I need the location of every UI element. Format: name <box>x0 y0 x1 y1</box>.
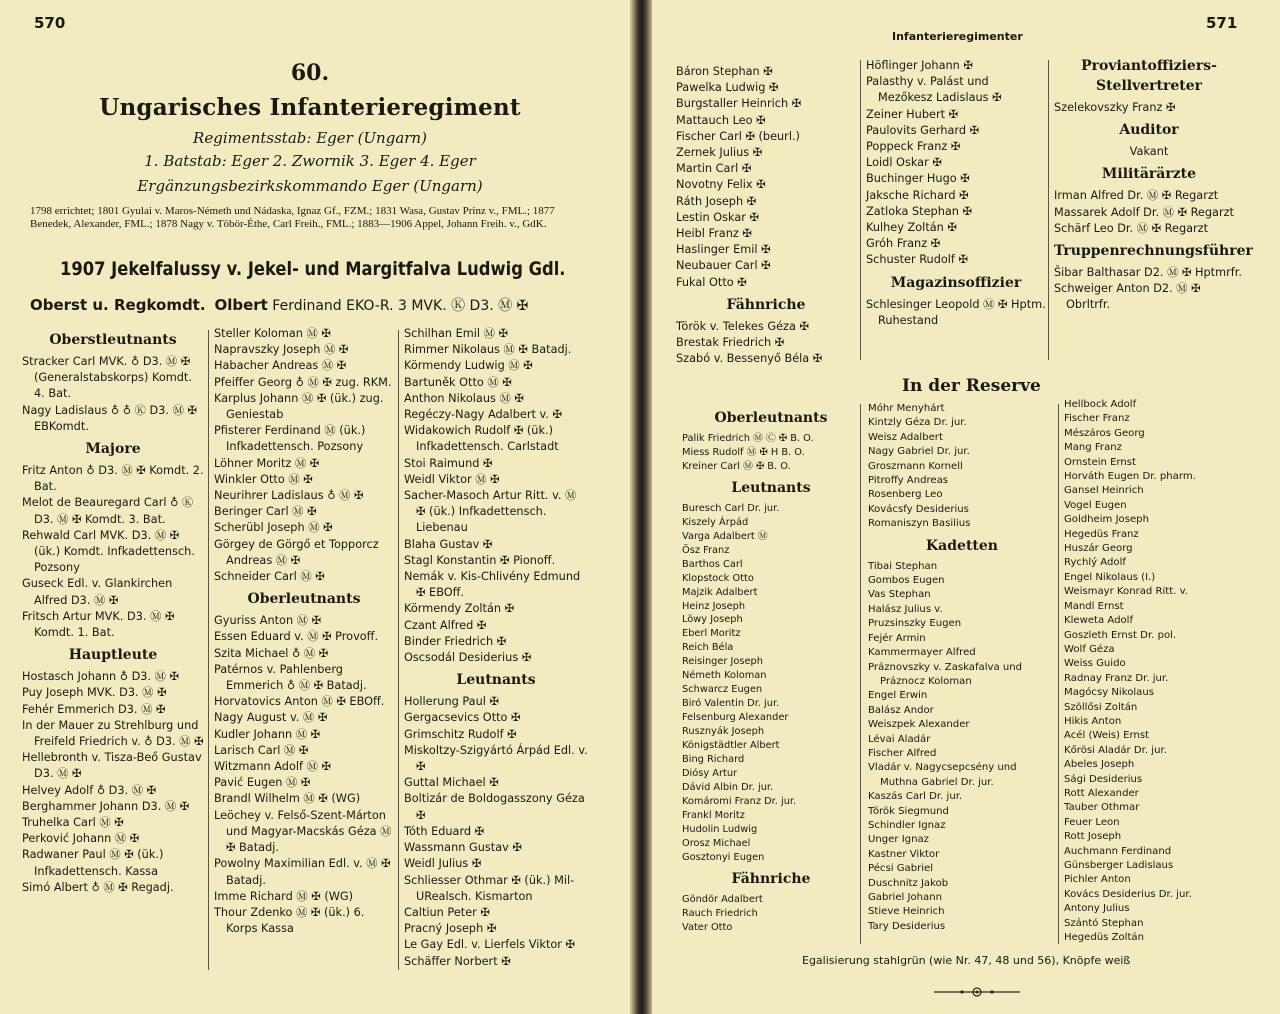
roster-entry: Rott Alexander <box>1064 787 1139 799</box>
roster-entry: Kőrösi Aladár Dr. jur. <box>1064 744 1167 756</box>
in-der-reserve-heading: In der Reserve <box>902 376 1041 396</box>
section-heading: Auditor <box>1119 122 1179 139</box>
roster-entry: Hellebronth v. Tisza-Beő Gustav D3. Ⓜ ✠ <box>22 751 202 781</box>
roster-entry: Grimschitz Rudolf ✠ <box>404 727 517 741</box>
roster-entry: Pracný Joseph ✠ <box>404 922 497 936</box>
roster-entry: Fukal Otto ✠ <box>676 275 747 289</box>
roster-entry: Weisz Adalbert <box>868 431 943 443</box>
page-number: 571 <box>1206 14 1238 32</box>
roster-entry: Vas Stephan <box>868 589 931 601</box>
roster-entry: Königstädtler Albert <box>682 740 780 752</box>
roster-entry: Duschnitz Jakob <box>868 877 949 889</box>
column-rule <box>860 404 861 944</box>
roster-entry: Sacher-Masoch Artur Ritt. v. Ⓜ ✠ (ük.) Infkadettensch. Liebenau <box>404 489 577 535</box>
roster-entry: Paulovits Gerhard ✠ <box>866 123 980 137</box>
roster-entry: Hellbock Adolf <box>1064 399 1137 410</box>
roster-entry: Pawelka Ludwig ✠ <box>676 81 779 95</box>
roster-entry: Habacher Andreas Ⓜ ✠ <box>214 359 347 373</box>
roster-entry: Guttal Michael ✠ <box>404 776 499 790</box>
roster-entry: Guseck Edl. v. Glankirchen Alfred D3. Ⓜ ✠ <box>22 577 173 607</box>
roster-entry: Nagy August v. Ⓜ ✠ <box>214 711 328 725</box>
roster-entry: Pécsi Gabriel <box>868 863 934 875</box>
roster-entry: Neubauer Carl ✠ <box>676 259 771 273</box>
right-page <box>652 0 1280 1014</box>
roster-entry: Zatloka Stephan ✠ <box>866 204 973 218</box>
roster-entry: Schweiger Anton D2. Ⓜ ✠ Obrltrfr. <box>1054 282 1201 312</box>
roster-entry: Blaha Gustav ✠ <box>404 537 493 551</box>
roster-entry: Fritz Anton ♁ D3. Ⓜ ✠ Komdt. 2. Bat. <box>22 464 204 494</box>
roster-entry: Rosenberg Leo <box>868 489 943 501</box>
roster-entry: Hikis Anton <box>1064 715 1122 727</box>
roster-entry: Rauch Friedrich <box>682 907 758 919</box>
roster-entry: Rimmer Nikolaus Ⓜ ✠ Batadj. <box>404 343 572 357</box>
roster-entry: Kintzly Géza Dr. jur. <box>868 417 967 429</box>
roster-entry: Šibar Balthasar D2. Ⓜ ✠ Hptmrfr. <box>1054 266 1242 280</box>
column-reserve-1 <box>682 404 860 935</box>
roster-entry: Heinz Joseph <box>682 600 746 612</box>
roster-entry: Kaszás Carl Dr. jur. <box>868 791 963 803</box>
roster-entry: Pavić Eugen Ⓜ ✠ <box>214 776 311 790</box>
roster-entry: Majzik Adalbert <box>682 586 758 598</box>
roster-entry: Brestak Friedrich ✠ <box>676 336 785 350</box>
roster-entry: Le Gay Edl. v. Lierfels Viktor ✠ <box>404 938 575 952</box>
section-heading: Militärärzte <box>1101 166 1197 183</box>
roster-entry: Löhner Moritz Ⓜ ✠ <box>214 456 320 470</box>
roster-entry: Nagy Gabriel Dr. jur. <box>868 446 970 458</box>
roster-entry: Kulhey Zoltán ✠ <box>866 221 957 235</box>
column-stabsoffiziere <box>22 326 204 896</box>
roster-entry: Mészáros Georg <box>1064 427 1145 439</box>
oberst-details: Ferdinand EKO-R. 3 MVK. Ⓚ D3. Ⓜ ✠ <box>272 298 529 314</box>
roster-entry: Kovács Desiderius Dr. jur. <box>1064 888 1192 900</box>
roster-entry: Rusznyák Joseph <box>682 726 765 738</box>
roster-entry: Engel Erwin <box>868 690 928 702</box>
roster-entry: Larisch Carl Ⓜ ✠ <box>214 743 309 757</box>
roster-entry: Romaniszyn Basilius <box>868 518 971 530</box>
roster-entry: Vater Otto <box>682 921 733 933</box>
roster-entry: Beringer Carl Ⓜ ✠ <box>214 505 317 519</box>
roster-entry: Nagy Ladislaus ♁ ♁ Ⓚ D3. Ⓜ ✠ EBKomdt. <box>22 403 197 433</box>
column-reserve-3 <box>1064 398 1250 945</box>
roster-entry: Pfisterer Ferdinand Ⓜ (ük.) Infkadettensch. Pozsony <box>214 424 366 454</box>
roster-entry: Ösz Franz <box>682 544 730 556</box>
column-rule <box>1058 404 1059 944</box>
section-heading: Fähnriche <box>731 870 811 887</box>
roster-entry: Regéczy-Nagy Adalbert v. ✠ <box>404 408 562 422</box>
section-heading: Hauptleute <box>68 647 158 664</box>
regimentsstab: Regimentsstab: Eger (Ungarn) <box>193 129 427 147</box>
roster-entry: Móhr Menyhárt <box>868 403 945 414</box>
roster-entry: Horvatovics Anton Ⓜ ✠ EBOff. <box>214 695 385 709</box>
roster-entry: Simó Albert ♁ Ⓜ ✠ Regadj. <box>22 880 174 894</box>
roster-entry: Novotny Felix ✠ <box>676 178 766 192</box>
section-heading: Leutnants <box>731 479 811 496</box>
roster-entry: Weiszpek Alexander <box>868 719 970 731</box>
roster-entry: Stagl Konstantin ✠ Pionoff. <box>404 553 556 567</box>
roster-entry: Thour Zdenko Ⓜ ✠ (ük.) 6. Korps Kassa <box>214 905 365 936</box>
column-rule <box>860 60 861 360</box>
roster-entry: Kastner Viktor <box>868 848 940 860</box>
roster-entry: Schwarcz Eugen <box>682 684 763 696</box>
roster-entry: Neurihrer Ladislaus ♁ Ⓜ ✠ <box>214 489 364 503</box>
roster-entry: Buresch Carl Dr. jur. <box>682 502 780 514</box>
roster-entry: Napravszky Joseph Ⓜ ✠ <box>214 343 349 357</box>
roster-entry: Hudolin Ludwig <box>682 823 758 835</box>
roster-entry: Lévai Aladár <box>868 733 931 745</box>
roster-entry: Burgstaller Heinrich ✠ <box>676 97 802 111</box>
roster-entry: Brandl Wilhelm Ⓜ ✠ (WG) <box>214 792 361 806</box>
roster-entry: Barthos Carl <box>682 558 743 570</box>
roster-entry: Szántó Stephan <box>1064 917 1144 929</box>
roster-entry: Scherübl Joseph Ⓜ ✠ <box>214 521 333 535</box>
roster-entry: Ornstein Ernst <box>1064 456 1137 468</box>
roster-entry: Schliesser Othmar ✠ (ük.) Mil-URealsch. Kismarton <box>404 873 575 903</box>
roster-entry: Frankl Moritz <box>682 809 745 821</box>
section-heading: Proviantoffiziers-Stellvertreter <box>1081 58 1217 94</box>
roster-entry: Weismayr Konrad Ritt. v. <box>1064 586 1189 598</box>
roster-entry: Orosz Michael <box>682 837 751 849</box>
roster-entry: Gansel Heinrich <box>1064 485 1144 497</box>
roster-entry: Fischer Alfred <box>868 747 937 759</box>
roster-entry: Horváth Eugen Dr. pharm. <box>1064 471 1196 483</box>
roster-entry: Komáromi Franz Dr. jur. <box>682 795 797 807</box>
inhaber: 1907 Jekelfalussy v. Jekel- und Margitfalva Ludwig Gdl. <box>60 258 566 280</box>
regiment-history: 1798 errichtet; 1801 Gyulai v. Maros-Németh und Nádaska, Ignaz Gf., FZM.; 1831 Wasa, Gustav Prinz v., FML.; 1877 Benedek, Alexander, FML.; 1878 Nagy v. Töbör-Éthe, Carl Freih., FML.; 1883—1906 Appel, Johann Freih. v., GdK. <box>30 205 555 230</box>
roster-entry: Haslinger Emil ✠ <box>676 243 771 257</box>
roster-entry: Pitroffy Andreas <box>868 475 949 487</box>
roster-entry: Berghammer Johann D3. Ⓜ ✠ <box>22 799 190 813</box>
roster-entry: Massarek Adolf Dr. Ⓜ ✠ Regarzt <box>1054 205 1234 219</box>
column-leutnants-cont2 <box>866 58 1046 329</box>
roster-entry: Rott Joseph <box>1064 831 1122 843</box>
roster-entry: Feuer Leon <box>1064 816 1120 828</box>
roster-entry: Steller Koloman Ⓜ ✠ <box>214 327 331 340</box>
roster-entry: Widakowich Rudolf ✠ (ük.) Infkadettensch. Carlstadt <box>404 424 559 454</box>
roster-entry: Báron Stephan ✠ <box>676 65 773 78</box>
roster-entry: Gabriel Johann <box>868 892 943 903</box>
roster-entry: Bing Richard <box>682 754 745 766</box>
roster-entry: Szöllősi Zoltán <box>1064 701 1138 713</box>
roster-entry: Klopstock Otto <box>682 572 754 584</box>
roster-entry: Weidl Julius ✠ <box>404 857 482 871</box>
roster-entry: Zernek Julius ✠ <box>676 146 763 160</box>
roster-entry: Magócsy Nikolaus <box>1064 687 1154 699</box>
roster-entry: Dávid Albin Dr. jur. <box>682 781 774 793</box>
roster-entry: Hollerung Paul ✠ <box>404 695 499 709</box>
section-heading: Magazinsoffizier <box>890 274 1022 291</box>
roster-entry: Rehwald Carl MVK. D3. Ⓜ ✠ (ük.) Komdt. Infkadettensch. Pozsony <box>22 528 195 575</box>
oberst-name: Olbert <box>214 296 268 314</box>
roster-entry: Eberl Moritz <box>682 628 741 640</box>
roster-entry: Török Siegmund <box>868 805 949 817</box>
section-heading: Oberleutnants <box>714 410 828 426</box>
roster-entry: Zeiner Hubert ✠ <box>866 107 959 121</box>
roster-entry: Szita Michael ♁ Ⓜ ✠ <box>214 646 329 660</box>
roster-entry: Loidl Oskar ✠ <box>866 156 942 170</box>
column-sonderstellen <box>1054 52 1253 314</box>
roster-entry: Gombos Eugen <box>868 575 945 587</box>
roster-entry: Pruzsinszky Eugen <box>868 618 962 630</box>
roster-entry: Szelekovszky Franz ✠ <box>1054 101 1176 114</box>
roster-entry: Jaksche Richard ✠ <box>866 188 969 202</box>
roster-entry: Oscsodál Desiderius ✠ <box>404 651 532 665</box>
roster-entry: Körmendy Zoltán ✠ <box>404 602 515 616</box>
roster-entry: Miess Rudolf Ⓜ ✠ H B. O. <box>682 446 805 458</box>
roster-entry: Fischer Franz <box>1064 413 1130 425</box>
roster-entry: Caltiun Peter ✠ <box>404 905 490 919</box>
section-heading: Majore <box>85 441 141 458</box>
roster-entry: Vladár v. Nagycsepcsény und Muthna Gabriel Dr. jur. <box>868 762 1017 788</box>
roster-entry: Vogel Eugen <box>1064 499 1127 511</box>
roster-entry: Balász Andor <box>868 704 934 716</box>
roster-entry: Boltizár de Boldogasszony Géza ✠ <box>404 792 585 822</box>
section-heading: Truppenrechnungsführer <box>1054 243 1253 260</box>
roster-entry: Sági Desiderius <box>1064 773 1143 785</box>
batstab: 1. Batstab: Eger 2. Zwornik 3. Eger 4. Eger <box>144 152 476 170</box>
roster-entry: Hegedüs Zoltán <box>1064 932 1145 944</box>
roster-entry: Palasthy v. Palást und Mezőkesz Ladislaus ✠ <box>866 75 1002 105</box>
roster-entry: Heibl Franz ✠ <box>676 227 752 241</box>
roster-entry: Karplus Johann Ⓜ ✠ (ük.) zug. Geniestab <box>214 391 384 422</box>
roster-entry: Tibai Stephan <box>868 560 938 572</box>
column-oberleutnants-leutnants <box>404 326 588 970</box>
roster-entry: Lestin Oskar ✠ <box>676 210 759 224</box>
roster-entry: Martin Carl ✠ <box>676 162 752 176</box>
roster-entry: Szabó v. Bessenyő Béla ✠ <box>676 352 823 366</box>
roster-entry: Auchmann Ferdinand <box>1064 845 1172 857</box>
roster-entry: Reisinger Joseph <box>682 656 763 668</box>
roster-entry: Günsberger Ladislaus <box>1064 860 1174 871</box>
roster-entry: Németh Koloman <box>682 670 767 682</box>
roster-entry: Gergacsevics Otto ✠ <box>404 711 521 725</box>
roster-entry: Schilhan Emil Ⓜ ✠ <box>404 327 509 340</box>
roster-entry: Fischer Carl ✠ (beurl.) <box>676 129 800 143</box>
roster-entry: Halász Julius v. <box>868 603 943 615</box>
roster-entry: Radwaner Paul Ⓜ ✠ (ük.) Infkadettensch. Kassa <box>22 848 164 878</box>
roster-entry: Mattauch Leo ✠ <box>676 113 766 127</box>
roster-entry: Fritsch Artur MVK. D3. Ⓜ ✠ Komdt. 1. Bat. <box>22 609 175 640</box>
roster-entry: Acél (Weis) Ernst <box>1064 730 1150 742</box>
roster-entry: Weiss Guido <box>1064 658 1126 670</box>
roster-entry: Pichler Anton <box>1064 874 1131 886</box>
roster-entry: Buchinger Hugo ✠ <box>866 172 970 186</box>
roster-entry: Práznovszky v. Zaskafalva und Práznocz Koloman <box>868 661 1023 687</box>
roster-entry: Radnay Franz Dr. jur. <box>1064 672 1169 684</box>
roster-entry: Kreiner Carl Ⓜ ✠ B. O. <box>682 460 791 472</box>
roster-entry: Abeles Joseph <box>1064 759 1135 771</box>
roster-entry: Powolny Maximilian Edl. v. Ⓜ ✠ Batadj. <box>214 857 391 887</box>
roster-entry: Stracker Carl MVK. ♁ D3. Ⓜ ✠ (Generalstabskorps) Komdt. 4. Bat. <box>22 355 192 401</box>
column-rule <box>398 330 399 970</box>
roster-entry: Anthon Nikolaus Ⓜ ✠ <box>404 391 524 405</box>
roster-entry: Patérnos v. Pahlenberg Emmerich ♁ Ⓜ ✠ Batadj. <box>214 662 367 693</box>
roster-entry: Helvey Adolf ♁ D3. Ⓜ ✠ <box>22 783 157 797</box>
oberst-label: Oberst u. Regkomdt. <box>30 296 206 314</box>
roster-entry: Nemák v. Kis-Chlivény Edmund ✠ EBOff. <box>404 570 581 600</box>
roster-entry: Goszleth Ernst Dr. pol. <box>1064 629 1177 641</box>
roster-entry: Rychlý Adolf <box>1064 557 1126 569</box>
roster-entry: Miskoltzy-Szigyártó Árpád Edl. v. ✠ <box>404 743 588 774</box>
roster-entry: Czant Alfred ✠ <box>404 618 487 632</box>
roster-entry: Kammermayer Alfred <box>868 647 976 659</box>
ornament-divider-icon <box>932 986 1022 998</box>
roster-entry: Schärf Leo Dr. Ⓜ ✠ Regarzt <box>1054 221 1209 235</box>
ergaenzungsbezirk: Ergänzungsbezirkskommando Eger (Ungarn) <box>137 177 483 195</box>
roster-entry: Pfeiffer Georg ♁ Ⓜ ✠ zug. RKM. <box>214 375 392 389</box>
roster-entry: Tary Desiderius <box>868 920 946 932</box>
roster-entry: Huszár Georg <box>1064 543 1133 555</box>
roster-entry: Tauber Othmar <box>1064 802 1140 814</box>
section-heading: Oberstleutnants <box>49 332 177 348</box>
roster-entry: Schlesinger Leopold Ⓜ ✠ Hptm. Ruhestand <box>866 297 1046 327</box>
egalisierung-note: Egalisierung stahlgrün (wie Nr. 47, 48 und 56), Knöpfe weiß <box>802 954 1131 967</box>
roster-entry: Groszmann Kornell <box>868 460 963 472</box>
roster-entry: Fehér Emmerich D3. Ⓜ ✠ <box>22 702 166 716</box>
section-heading: Kadetten <box>926 537 998 554</box>
regiment-number: 60. <box>290 60 330 86</box>
roster-entry: Kleweta Adolf <box>1064 615 1134 627</box>
roster-entry: Leöchey v. Felső-Szent-Márton und Magyar-Macskás Géza Ⓜ ✠ Batadj. <box>214 808 392 855</box>
roster-entry: Diósy Artur <box>682 767 738 779</box>
roster-entry: In der Mauer zu Strehlburg und Freifeld Friedrich v. ♁ D3. Ⓜ ✠ <box>22 718 204 749</box>
roster-entry: Stoi Raimund ✠ <box>404 456 493 470</box>
roster-entry: Witzmann Adolf Ⓜ ✠ <box>214 760 331 774</box>
column-leutnants-cont <box>676 64 856 367</box>
roster-entry: Kudler Johann Ⓜ ✠ <box>214 727 321 741</box>
roster-entry: Görgey de Görgő et Topporcz Andreas Ⓜ ✠ <box>214 537 379 567</box>
column-rule <box>1048 60 1049 360</box>
column-reserve-2 <box>868 402 1056 934</box>
roster-entry: Kiszely Árpád <box>682 516 749 528</box>
roster-entry: Wolf Géza <box>1064 643 1115 655</box>
column-rule <box>208 330 209 970</box>
roster-entry: Vakant <box>1129 145 1169 159</box>
roster-entry: Bartuněk Otto Ⓜ ✠ <box>404 375 512 389</box>
roster-entry: Schneider Carl Ⓜ ✠ <box>214 570 325 584</box>
roster-entry: Mandl Ernst <box>1064 600 1124 612</box>
roster-entry: Fejér Armin <box>868 632 926 644</box>
roster-entry: Hegedüs Franz <box>1064 528 1139 540</box>
section-heading: Leutnants <box>456 672 536 689</box>
roster-entry: Török v. Telekes Géza ✠ <box>676 319 809 333</box>
roster-entry: Essen Eduard v. Ⓜ ✠ Provoff. <box>214 630 379 644</box>
section-heading: Oberleutnants <box>247 591 361 608</box>
roster-entry: Weidl Viktor Ⓜ ✠ <box>404 472 500 486</box>
roster-entry: Engel Nikolaus (I.) <box>1064 571 1156 583</box>
roster-entry: Felsenburg Alexander <box>682 712 789 724</box>
section-heading: Fähnriche <box>726 296 806 313</box>
roster-entry: Gróh Franz ✠ <box>866 237 941 251</box>
running-head: Infanterieregimenter <box>892 30 1023 43</box>
roster-entry: Schuster Rudolf ✠ <box>866 253 968 267</box>
roster-entry: Palik Friedrich Ⓜ Ⓒ ✠ B. O. <box>682 433 814 444</box>
roster-entry: Ráth Joseph ✠ <box>676 194 757 208</box>
roster-entry: Antony Julius <box>1064 903 1130 915</box>
roster-entry: Hostasch Johann ♁ D3. Ⓜ ✠ <box>22 670 180 684</box>
book-gutter <box>630 0 654 1014</box>
roster-entry: Mang Franz <box>1064 442 1122 454</box>
roster-entry: Höflinger Johann ✠ <box>866 59 973 72</box>
roster-entry: Irman Alfred Dr. Ⓜ ✠ Regarzt <box>1054 189 1219 203</box>
roster-entry: Schindler Ignaz <box>868 819 946 831</box>
left-page <box>0 0 634 1014</box>
roster-entry: Poppeck Franz ✠ <box>866 140 961 154</box>
roster-entry: Göndör Adalbert <box>682 893 763 905</box>
regiment-title: Ungarisches Infanterieregiment <box>99 94 521 121</box>
roster-entry: Wassmann Gustav ✠ <box>404 841 522 855</box>
roster-entry: Unger Ignaz <box>868 834 929 846</box>
roster-entry: Goldheim Joseph <box>1064 514 1149 526</box>
roster-entry: Stieve Heinrich <box>868 906 945 918</box>
roster-entry: Winkler Otto Ⓜ ✠ <box>214 472 313 486</box>
roster-entry: Varga Adalbert Ⓜ <box>682 530 768 542</box>
roster-entry: Gyuriss Anton Ⓜ ✠ <box>214 614 322 628</box>
roster-entry: Reich Béla <box>682 642 734 654</box>
roster-entry: Binder Friedrich ✠ <box>404 634 507 648</box>
roster-entry: Biró Valentin Dr. jur. <box>682 698 780 710</box>
page-number: 570 <box>34 14 66 32</box>
roster-entry: Truhelka Carl Ⓜ ✠ <box>22 816 124 830</box>
roster-entry: Schäffer Norbert ✠ <box>404 954 511 968</box>
column-hauptleute-oberleutnants <box>214 326 394 937</box>
roster-entry: Melot de Beauregard Carl ♁ Ⓚ D3. Ⓜ ✠ Komdt. 3. Bat. <box>22 496 194 526</box>
roster-entry: Imme Richard Ⓜ ✠ (WG) <box>214 889 354 903</box>
roster-entry: Gosztonyi Eugen <box>682 851 765 863</box>
roster-entry: Körmendy Ludwig Ⓜ ✠ <box>404 359 533 373</box>
roster-entry: Tóth Eduard ✠ <box>404 824 485 838</box>
roster-entry: Kovácsfy Desiderius <box>868 503 969 515</box>
roster-entry: Perković Johann Ⓜ ✠ <box>22 832 140 846</box>
roster-entry: Löwy Joseph <box>682 614 743 626</box>
roster-entry: Puy Joseph MVK. D3. Ⓜ ✠ <box>22 686 167 700</box>
oberst-line <box>30 295 528 315</box>
